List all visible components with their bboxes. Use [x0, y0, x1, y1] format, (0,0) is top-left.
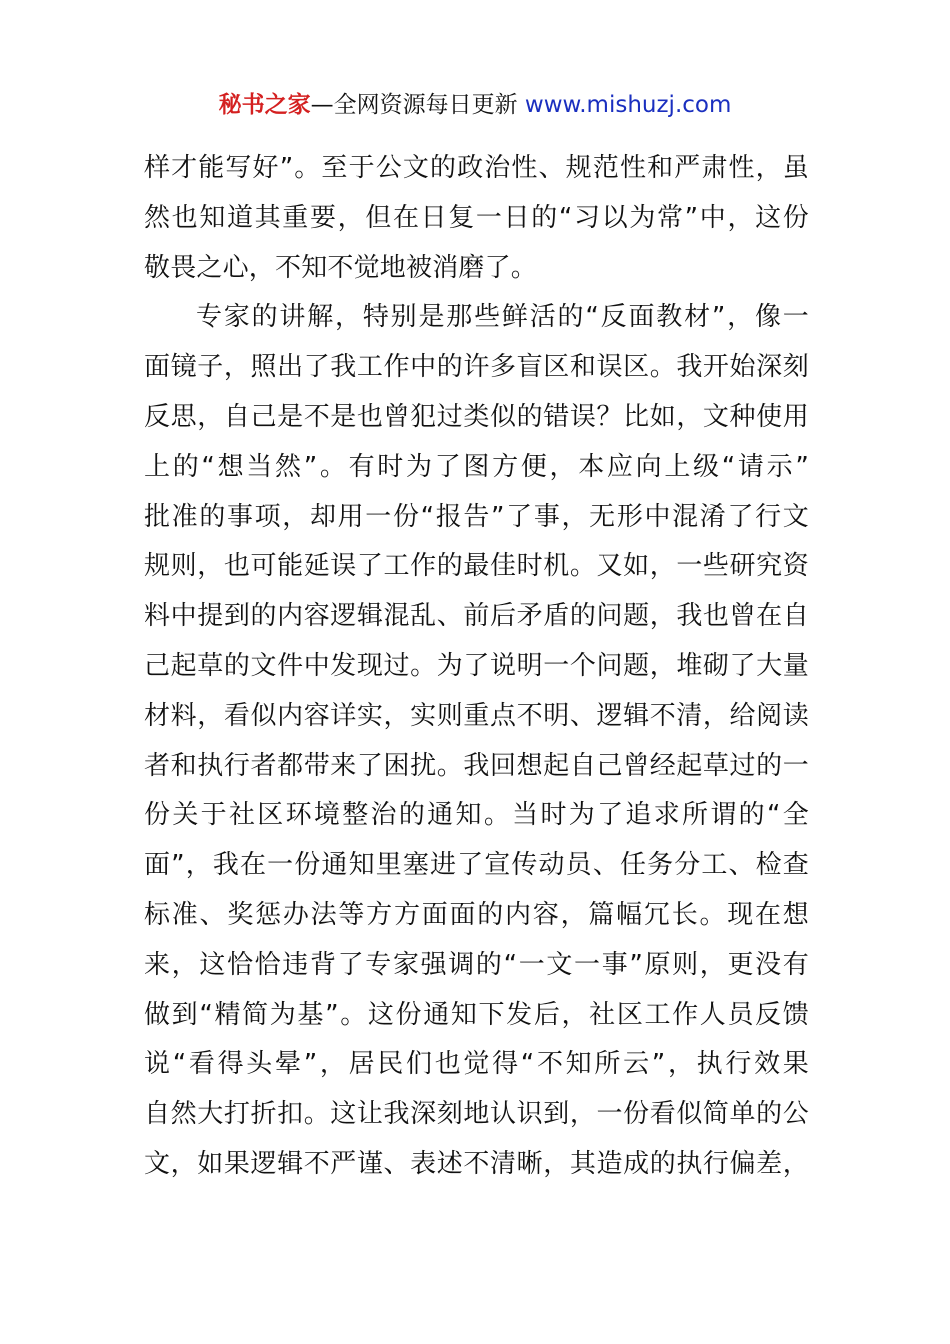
- text-line: 自然大打折扣。这让我深刻地认识到，一份看似简单的公: [144, 1099, 809, 1130]
- text-line: 规则，也可能延误了工作的最佳时机。又如，一些研究资: [144, 551, 809, 582]
- text-line: 反思，自己是不是也曾犯过类似的错误？比如，文种使用: [144, 401, 809, 432]
- text-line: 来，这恰恰违背了专家强调的“一文一事”原则，更没有: [144, 949, 809, 980]
- text-line: 己起草的文件中发现过。为了说明一个问题，堆砌了大量: [144, 650, 809, 681]
- header-tagline: —全网资源每日更新: [310, 92, 525, 118]
- text-line: 标准、奖惩办法等方方面面的内容，篇幅冗长。现在想: [144, 899, 809, 930]
- text-line: 样才能写好”。至于公文的政治性、规范性和严肃性，虽: [144, 153, 809, 183]
- text-line: 面镜子，照出了我工作中的许多盲区和误区。我开始深刻: [144, 352, 809, 383]
- text-line: 料中提到的内容逻辑混乱、前后矛盾的问题，我也曾在自: [144, 601, 809, 632]
- paragraph: [144, 144, 809, 293]
- page-header: [0, 88, 950, 122]
- text-line: 材料，看似内容详实，实则重点不明、逻辑不清，给阅读: [144, 700, 809, 731]
- site-url-link[interactable]: www.mishuzj.com: [524, 92, 732, 118]
- brand-name: 秘书之家: [218, 92, 311, 118]
- text-line: 然也知道其重要，但在日复一日的“习以为常”中，这份: [144, 202, 809, 233]
- text-line: 面”，我在一份通知里塞进了宣传动员、任务分工、检查: [144, 850, 809, 881]
- text-line: 批准的事项，却用一份“报告”了事，无形中混淆了行文: [144, 501, 809, 532]
- paragraph: [144, 293, 809, 1239]
- document-body: [144, 144, 809, 1240]
- text-line: 份关于社区环境整治的通知。当时为了追求所谓的“全: [144, 800, 809, 831]
- text-line: 专家的讲解，特别是那些鲜活的“反面教材”，像一: [196, 302, 809, 333]
- text-line: 说“看得头晕”，居民们也觉得“不知所云”，执行效果: [144, 1049, 809, 1080]
- text-line: 文，如果逻辑不严谨、表述不清晰，其造成的执行偏差，: [144, 1148, 809, 1179]
- text-line: 做到“精简为基”。这份通知下发后，社区工作人员反馈: [144, 999, 809, 1030]
- text-line: [144, 1190, 809, 1240]
- text-line: 上的“想当然”。有时为了图方便，本应向上级“请示”: [144, 451, 809, 482]
- text-line: 敬畏之心，不知不觉地被消磨了。: [144, 252, 538, 283]
- text-line: 者和执行者都带来了困扰。我回想起自己曾经起草过的一: [144, 750, 809, 781]
